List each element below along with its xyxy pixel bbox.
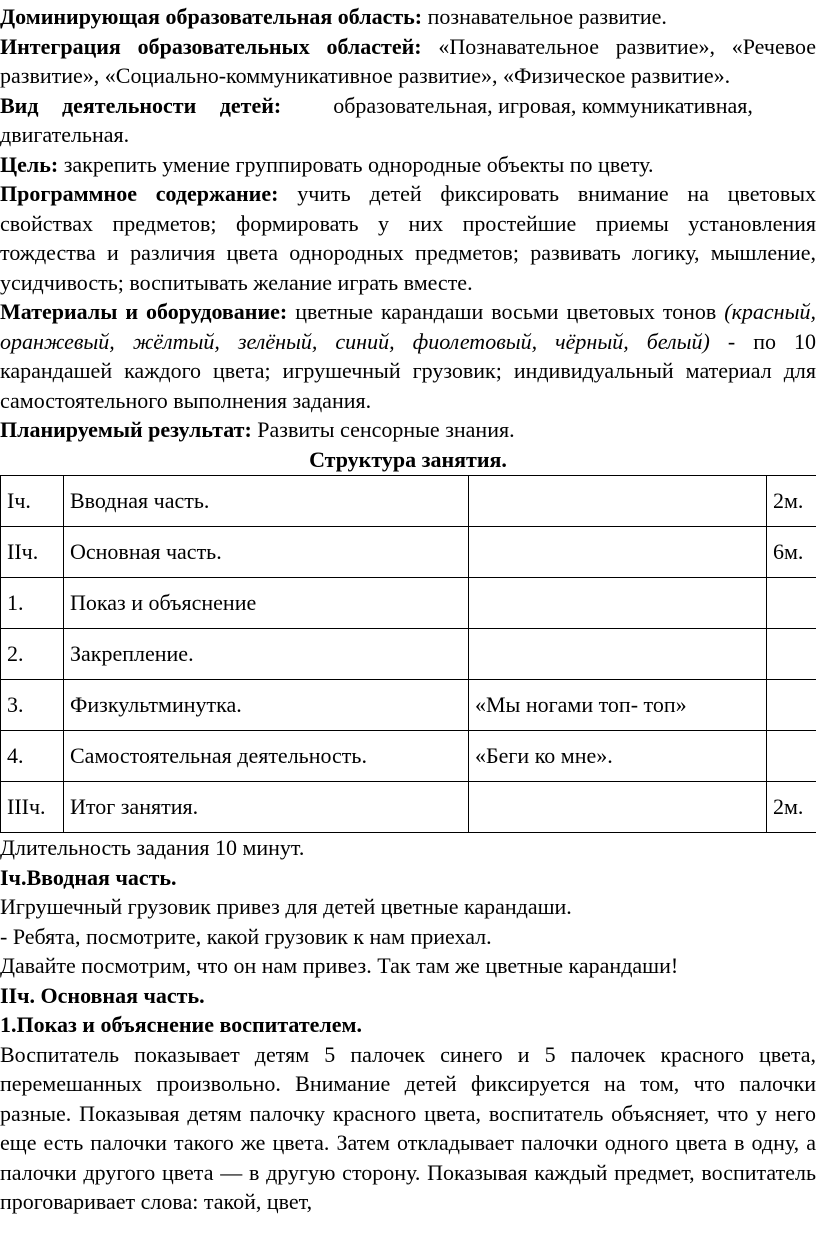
- demo-heading: 1.Показ и объяснение воспитателем.: [0, 1012, 362, 1037]
- row-name: Показ и объяснение: [64, 578, 469, 629]
- row-time: 2м.: [767, 782, 816, 833]
- result-label: Планируемый результат:: [0, 417, 252, 442]
- row-time: [767, 680, 816, 731]
- area-label: Доминирующая образовательная область:: [0, 4, 423, 29]
- materials-value-2: - по 10 карандашей каждого цвета; игрушечный грузовик; индивидуальный материал для самостоятельного выполнения задания.: [0, 328, 816, 413]
- row-time: 2м.: [767, 476, 816, 527]
- activity-label: Вид деятельности детей:: [0, 92, 282, 118]
- table-row: [1, 782, 816, 833]
- program-paragraph: [0, 179, 816, 297]
- table-row: [1, 629, 816, 680]
- activity-value: образовательная, игровая, коммуникативная, двигательная.: [0, 92, 753, 147]
- row-note: «Беги ко мне».: [469, 731, 767, 782]
- program-value: учить детей фиксировать внимание на цветовых свойствах предметов; формировать у них простейшие приемы установления тождества и различия цвета однородных предметов; развивать логику, мышление, усидчивость; воспитывать желание играть вместе.: [0, 181, 816, 295]
- row-name: Физкультминутка.: [64, 680, 469, 731]
- materials-colors: (красный, оранжевый, жёлтый, зелёный, синий, фиолетовый, чёрный, белый): [0, 299, 816, 354]
- intro-text-3: Давайте посмотрим, что он нам привез. Так там же цветные карандаши!: [0, 953, 679, 978]
- structure-table: [0, 475, 816, 833]
- intro-text-2: - Ребята, посмотрите, какой грузовик к нам приехал.: [0, 923, 492, 949]
- row-number: 1.: [1, 578, 64, 629]
- integration-value: «Познавательное развитие», «Речевое развитие», «Социально-коммуникативное развитие», «Физическое развитие».: [0, 33, 816, 88]
- row-time: [767, 731, 816, 782]
- activity-paragraph: [0, 91, 816, 150]
- row-number: IIIч.: [1, 782, 64, 833]
- goal-paragraph: [0, 150, 816, 180]
- table-row: [1, 680, 816, 731]
- integration-paragraph: [0, 32, 816, 91]
- materials-paragraph: [0, 297, 816, 415]
- duration-text: Длительность задания 10 минут.: [0, 835, 305, 860]
- demo-heading-paragraph: [0, 1010, 816, 1040]
- row-number: Iч.: [1, 476, 64, 527]
- intro-text-1: Игрушечный грузовик привез для детей цветные карандаши.: [0, 894, 572, 919]
- area-value: познавательное развитие.: [422, 4, 667, 29]
- row-note: [469, 578, 767, 629]
- row-number: 2.: [1, 629, 64, 680]
- intro-heading: Iч.Вводная часть.: [0, 864, 177, 890]
- row-number: 4.: [1, 731, 64, 782]
- row-time: [767, 629, 816, 680]
- structure-title-paragraph: [0, 445, 816, 475]
- demo-text: Воспитатель показывает детям 5 палочек синего и 5 палочек красного цвета, перемешанных произвольно. Внимание детей фиксируется на том, что палочки разные. Показывая детям палочку красного цвета, воспитатель объясняет, что у него еще есть палочки такого же цвета. Затем откладывает палочки одного цвета в одну, а палочки другого цвета — в другую сторону. Показывая каждый предмет, воспитатель проговаривает слова: такой, цвет,: [0, 1041, 816, 1214]
- row-name: Самостоятельная деятельность.: [64, 731, 469, 782]
- row-note: [469, 629, 767, 680]
- main-heading: IIч. Основная часть.: [0, 982, 205, 1008]
- main-heading-paragraph: [0, 981, 816, 1011]
- materials-value-1: цветные карандаши восьми цветовых тонов: [287, 299, 725, 324]
- row-name: Основная часть.: [64, 527, 469, 578]
- row-note: [469, 782, 767, 833]
- structure-title: Структура занятия.: [309, 446, 507, 472]
- table-row: [1, 527, 816, 578]
- row-note: [469, 527, 767, 578]
- intro-heading-paragraph: [0, 863, 816, 893]
- materials-label: Материалы и оборудование:: [0, 299, 288, 324]
- goal-label: Цель:: [0, 151, 59, 177]
- row-note: «Мы ногами топ- топ»: [469, 680, 767, 731]
- goal-value: закрепить умение группировать однородные объекты по цвету.: [58, 151, 654, 177]
- program-label: Программное содержание:: [0, 181, 279, 206]
- result-value: Развиты сенсорные знания.: [251, 417, 515, 442]
- integration-label: Интеграция образовательных областей:: [0, 33, 422, 59]
- row-note: [469, 476, 767, 527]
- row-number: IIч.: [1, 527, 64, 578]
- table-row: [1, 476, 816, 527]
- row-name: Вводная часть.: [64, 476, 469, 527]
- row-time: 6м.: [767, 527, 816, 578]
- row-name: Итог занятия.: [64, 782, 469, 833]
- table-row: [1, 731, 816, 782]
- table-row: [1, 578, 816, 629]
- row-number: 3.: [1, 680, 64, 731]
- row-name: Закрепление.: [64, 629, 469, 680]
- result-paragraph: [0, 415, 816, 445]
- area-paragraph: [0, 2, 816, 32]
- row-time: [767, 578, 816, 629]
